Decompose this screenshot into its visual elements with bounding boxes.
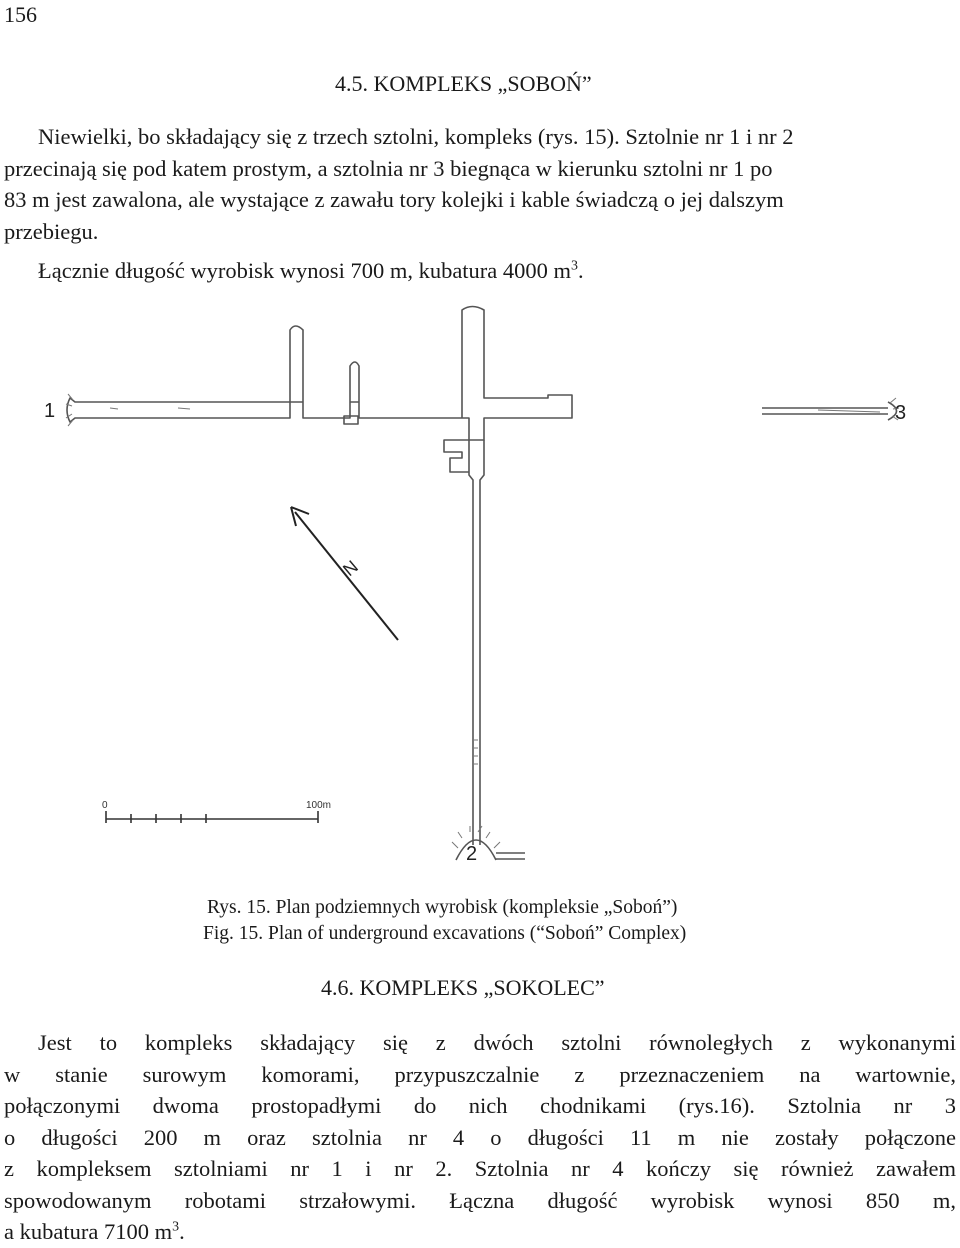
summary-line bbox=[38, 255, 584, 287]
text-line: połączonymi dwoma prostopadłymi do nich chodnikami (rys.16). Sztolnia nr 3 bbox=[4, 1093, 956, 1118]
adit-3-tunnel bbox=[762, 408, 888, 414]
scale-start-label: 0 bbox=[102, 800, 108, 811]
text-line: 83 m jest zawalona, ale wystające z zawału tory kolejki i kable świadczą o jej dalszym bbox=[4, 187, 784, 212]
period: . bbox=[578, 258, 584, 283]
north-label: N bbox=[339, 556, 362, 581]
text-line: z kompleksem sztolniami nr 1 i nr 2. Sztolnia nr 4 kończy się również zawałem bbox=[4, 1156, 956, 1181]
summary-text: Łącznie długość wyrobisk wynosi 700 m, kubatura 4000 m bbox=[38, 258, 572, 283]
text-line: przebiegu. bbox=[4, 218, 99, 244]
text-fragment: a kubatura 7100 m bbox=[4, 1219, 173, 1244]
text-line: spowodowanym robotami strzałowymi. Łączna długość wyrobisk wynosi 850 m, bbox=[4, 1187, 956, 1213]
adit-2-track bbox=[496, 853, 525, 859]
paragraph-sokolec bbox=[4, 1027, 956, 1248]
side-chambers bbox=[444, 440, 469, 472]
adit-2-label: 2 bbox=[466, 843, 478, 865]
section-heading-soboń: 4.5. KOMPLEKS „SOBOŃ” bbox=[335, 71, 592, 96]
scale-end-label: 100m bbox=[306, 800, 332, 811]
scale-bar bbox=[106, 811, 318, 823]
superscript: 3 bbox=[571, 258, 579, 274]
adit-1-label: 1 bbox=[44, 400, 56, 422]
page-number: 156 bbox=[4, 2, 37, 27]
north-arrow bbox=[291, 507, 398, 640]
text-line: o długości 200 m oraz sztolnia nr 4 o długości 11 m nie zostały połączone bbox=[4, 1124, 956, 1150]
superscript: 3 bbox=[172, 1219, 180, 1235]
excavation-plan-figure bbox=[0, 300, 960, 895]
text-line: Jest to kompleks składający się z dwóch sztolni równoległych z wykonanymi bbox=[38, 1030, 956, 1055]
text-line: w stanie surowym komorami, przypuszczalnie z przeznaczeniem na wartownie, bbox=[4, 1061, 956, 1087]
text-line: Niewielki, bo składający się z trzech sztolni, kompleks (rys. 15). Sztolnie nr 1 i nr 2 bbox=[38, 124, 794, 149]
text-line: przecinają się pod katem prostym, a sztolnia nr 3 biegnąca w kierunku sztolni nr 1 po bbox=[4, 155, 773, 181]
tunnel-outlines bbox=[67, 307, 897, 861]
period: . bbox=[179, 1219, 185, 1244]
adit-3-label: 3 bbox=[895, 402, 907, 424]
figure-caption-pl: Rys. 15. Plan podziemnych wyrobisk (kompleksie „Soboń”) bbox=[207, 897, 678, 918]
adit-1-tunnel bbox=[67, 307, 572, 441]
hatch-marks bbox=[66, 394, 899, 848]
section-heading-sokolec: 4.6. KOMPLEKS „SOKOLEC” bbox=[321, 975, 605, 1000]
adit-2-tunnel bbox=[469, 440, 484, 845]
paragraph-soboń bbox=[4, 121, 956, 247]
figure-caption-en: Fig. 15. Plan of underground excavations (“Soboń” Complex) bbox=[203, 923, 687, 944]
